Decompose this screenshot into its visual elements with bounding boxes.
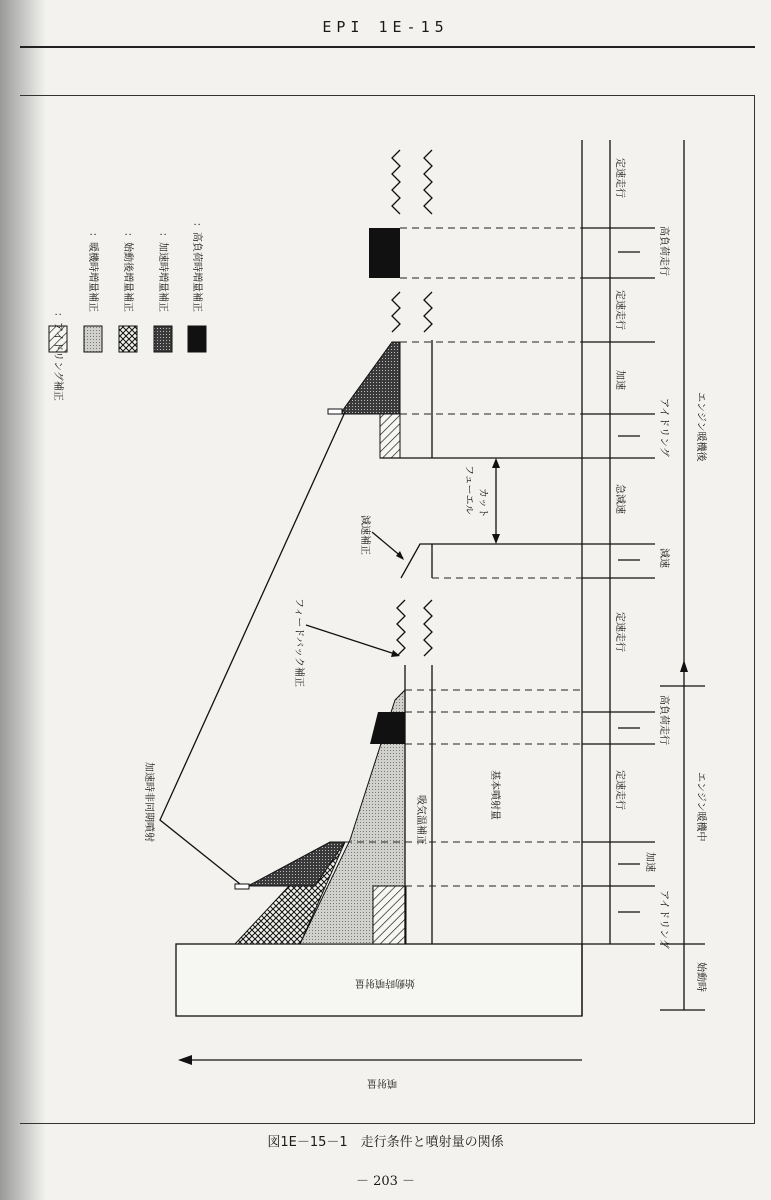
decel-step [401, 544, 582, 578]
idle-correction-area-2 [380, 414, 400, 458]
legend-label-idle: ：アイドリング補正 [52, 312, 63, 401]
break-zigzag-2b [424, 292, 432, 332]
legend-label-accel: ：加速時増量補正 [157, 232, 168, 312]
accel-correction-area-1 [248, 842, 345, 886]
intake-temp-label: 吸気温補正 [415, 795, 426, 845]
legend-label-warmup: ：暖機時増量補正 [87, 232, 98, 312]
injection-axis-label: 噴射量 [367, 1077, 397, 1088]
decel-correction-label: 減速補正 [359, 515, 370, 555]
stage-label-warming: エンジン暖機中 [695, 772, 706, 842]
legend-swatch-highload [188, 326, 206, 352]
phase-label-accel-2: 加速 [614, 370, 625, 390]
legend [49, 222, 206, 401]
phase-label-cruise-2: 定速走行 [614, 612, 625, 652]
phase-labels [614, 158, 671, 949]
async-injection-pulse-1 [235, 884, 249, 889]
break-zigzag-1a [397, 600, 405, 656]
stage-label-warmed: エンジン暖機後 [695, 392, 706, 462]
phase-arrows [618, 252, 640, 912]
stage-labels [695, 392, 708, 992]
phase-label-decel: 減速 [658, 548, 669, 568]
highload-correction-area-1 [370, 712, 405, 744]
phase-label-accel-1: 加速 [644, 852, 655, 872]
legend-swatch-accel [154, 326, 172, 352]
highload-correction-area-2 [369, 228, 400, 278]
fuel-cut-arrowhead-top [492, 458, 500, 468]
break-zigzag-3a [392, 150, 400, 214]
phase-label-cruise-4: 定速走行 [614, 158, 625, 198]
legend-label-after-start: ：始動後増量補正 [122, 232, 133, 312]
legend-swatch-warmup [84, 326, 102, 352]
stage-arrowhead-warming [680, 660, 688, 672]
fuel-cut-label-2: カット [477, 488, 488, 518]
async-injection-leader [160, 412, 345, 884]
figure-caption: 図1E－15－1 走行条件と噴射量の関係 [267, 1135, 504, 1150]
stage-label-starting: 始動時 [695, 962, 706, 992]
legend-label-highload: ：高負荷時増量補正 [191, 222, 202, 312]
phase-label-cruise-3: 定速走行 [614, 290, 625, 330]
start-injection-label: 始動時噴射量 [355, 977, 415, 988]
legend-swatch-after-start [119, 326, 137, 352]
accel-correction-area-2 [340, 342, 400, 414]
page-header: EPI 1E-15 [322, 18, 449, 36]
phase-label-idle-1: アイドリング [658, 890, 669, 949]
async-injection-pulse-2 [328, 409, 342, 414]
injection-axis-arrowhead [178, 1055, 192, 1065]
idle-correction-area-1 [373, 886, 406, 944]
phase-label-idle-2: アイドリング [658, 398, 669, 457]
phase-ticks [582, 228, 705, 1010]
async-injection-label: 加速時非同期噴射 [143, 762, 154, 842]
fuel-cut-arrowhead-bottom [492, 534, 500, 544]
phase-label-rapid-decel: 急減速 [614, 484, 625, 514]
fuel-cut-label-1: フューエル [463, 465, 474, 515]
break-zigzag-1b [424, 600, 432, 656]
phase-label-highload-2: 高負荷走行 [658, 226, 669, 276]
feedback-arrow [306, 625, 398, 655]
base-injection-label: 基本噴射量 [489, 770, 500, 820]
phase-label-highload-1: 高負荷走行 [658, 695, 669, 745]
break-zigzag-3b [424, 150, 432, 214]
break-zigzag-2a [392, 292, 400, 332]
phase-label-cruise-1: 定速走行 [614, 770, 625, 810]
feedback-label: フィードバック補正 [293, 598, 304, 687]
page-number: － 203 － [355, 1174, 416, 1189]
